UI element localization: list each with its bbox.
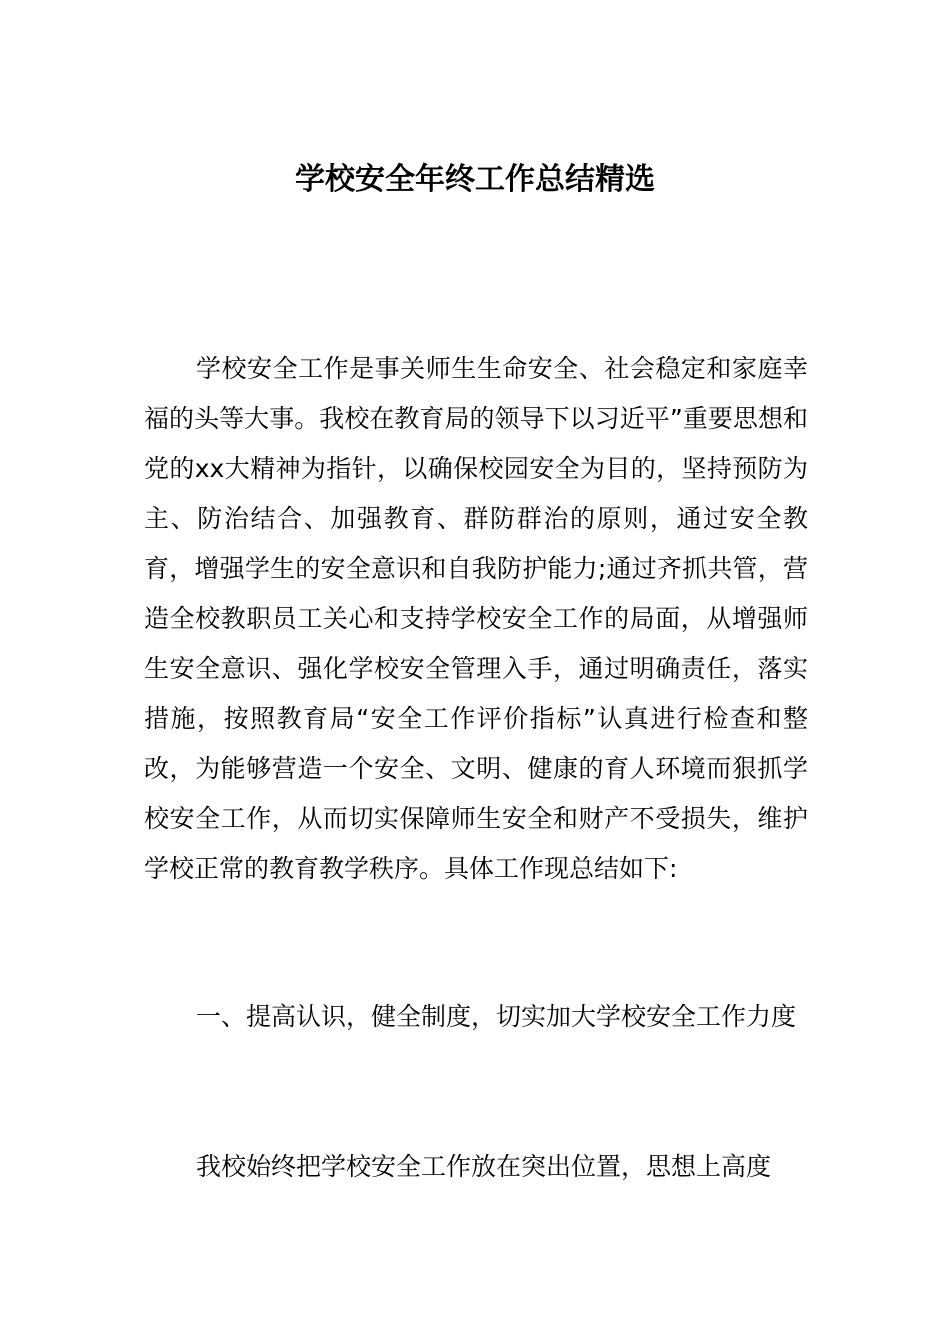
body-paragraph-intro: 学校安全工作是事关师生生命安全、社会稳定和家庭幸福的头等大事。我校在教育局的领导下以习近平”重要思想和党的xx大精神为指针，以确保校园安全为目的，坚持预防为主、防治结合、加强教育、群防群治的原则，通过安全教育，增强学生的安全意识和自我防护能力;通过齐抓共管，营造全校教职员工关心和支持学校安全工作的局面，从增强师生安全意识、强化学校安全管理入手，通过明确责任，落实措施，按照教育局“安全工作评价指标”认真进行检查和整改，为能够营造一个安全、文明、健康的育人环境而狠抓学校安全工作，从而切实保障师生安全和财产不受损失，维护学校正常的教育教学秩序。具体工作现总结如下: — [144, 354, 808, 883]
document-title: 学校安全年终工作总结精选 — [295, 162, 655, 197]
body-paragraph-section-1: 我校始终把学校安全工作放在突出位置，思想上高度 — [196, 1152, 772, 1181]
section-heading-1: 一、提高认识，健全制度，切实加大学校安全工作力度 — [196, 1002, 797, 1031]
